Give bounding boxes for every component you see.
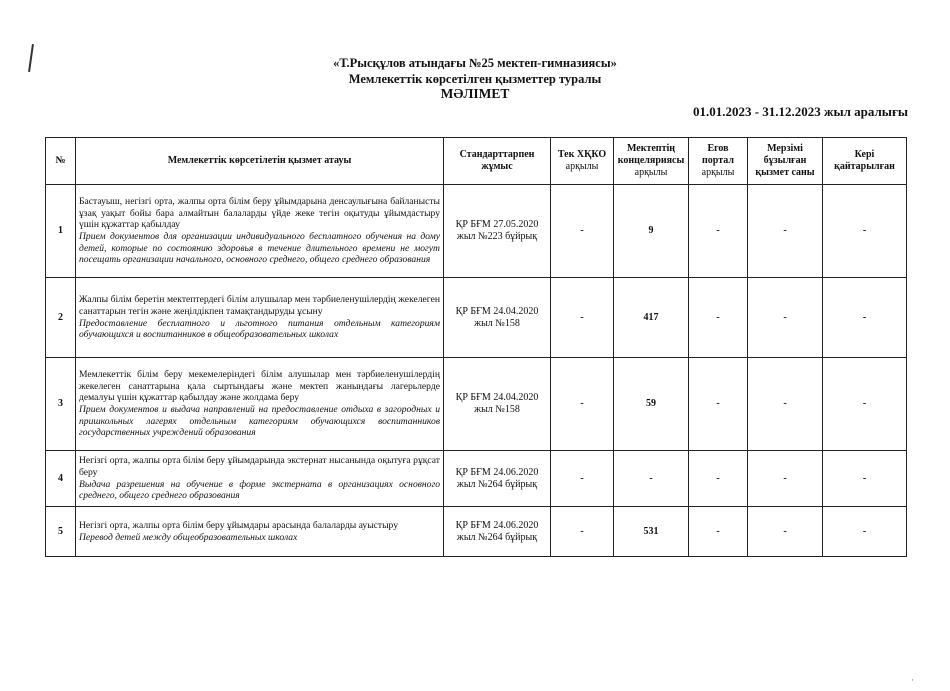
col-office-header: Мектептің концеляриясы арқылы xyxy=(614,138,689,185)
service-name-ru: Предоставление бесплатного и льготного питания отдельным категориям обучающихся и воспитанников в общеобразовательных школах xyxy=(79,317,440,341)
expired-count: - xyxy=(748,185,823,278)
expired-count: - xyxy=(748,358,823,451)
row-num: 4 xyxy=(46,451,76,507)
tek-count: - xyxy=(551,358,614,451)
col-expired-header: Мерзімі бұзылған қызмет саны xyxy=(748,138,823,185)
expired-count: - xyxy=(748,451,823,507)
table-row xyxy=(46,451,907,507)
egov-count: - xyxy=(689,278,748,358)
col-num-header: № xyxy=(46,138,76,185)
service-standard: ҚР БҒМ 24.04.2020 жыл №158 xyxy=(444,278,551,358)
returned-count: - xyxy=(823,358,907,451)
returned-count: - xyxy=(823,185,907,278)
row-num: 3 xyxy=(46,358,76,451)
tek-count: - xyxy=(551,451,614,507)
service-name-ru: Прием документов и выдача направлений на предоставление отдыха в загородных и пришкольных лагерях отдельным категориям обучающихся воспитанников государственных учреждений образования xyxy=(79,404,440,439)
service-name-kz: Негізгі орта, жалпы орта білім беру ұйымдарында экстернат нысанында оқытуға рұқсат беру xyxy=(79,455,440,478)
office-count: 531 xyxy=(614,507,689,557)
table-row xyxy=(46,278,907,358)
returned-count: - xyxy=(823,507,907,557)
expired-count: - xyxy=(748,507,823,557)
report-heading: МӘЛІМЕТ xyxy=(440,86,510,101)
tek-count: - xyxy=(551,185,614,278)
service-name xyxy=(76,358,444,451)
egov-count: - xyxy=(689,451,748,507)
services-table xyxy=(45,137,907,557)
service-name-kz: Жалпы білім беретін мектептердегі білім алушылар мен тәрбиеленушілердің жекелеген санаттарын тегін және жеңілдікпен тамақтандыруды ұсыну xyxy=(79,294,440,317)
scan-mark: · xyxy=(911,675,914,685)
row-num: 5 xyxy=(46,507,76,557)
returned-count: - xyxy=(823,278,907,358)
service-name-kz: Негізгі орта, жалпы орта білім беру ұйымдары арасында балаларды ауыстыру xyxy=(79,519,399,531)
table-row xyxy=(46,185,907,278)
table-row xyxy=(46,507,907,557)
table-header-row xyxy=(46,138,907,185)
row-num: 1 xyxy=(46,185,76,278)
col-standard-header: Стандарттарпен жұмыс xyxy=(444,138,551,185)
service-standard: ҚР БҒМ 24.04.2020 жыл №158 xyxy=(444,358,551,451)
service-standard: ҚР БҒМ 24.06.2020 жыл №264 бұйрық xyxy=(444,451,551,507)
tek-count: - xyxy=(551,278,614,358)
service-standard: ҚР БҒМ 27.05.2020 жыл №223 бұйрық xyxy=(444,185,551,278)
service-name-ru: Перевод детей между общеобразовательных школах xyxy=(79,531,298,543)
egov-count: - xyxy=(689,507,748,557)
row-num: 2 xyxy=(46,278,76,358)
expired-count: - xyxy=(748,278,823,358)
service-name-ru: Прием документов для организации индивидуального бесплатного обучения на дому детей, которые по состоянию здоровья в течение длительного времени не могут посещать организации начального, основного среднего, общего среднего образования xyxy=(79,231,440,266)
service-name xyxy=(76,507,444,557)
tek-count: - xyxy=(551,507,614,557)
office-count: - xyxy=(614,451,689,507)
school-title: «Т.Рысқұлов атындағы №25 мектеп-гимназиясы» xyxy=(333,56,617,70)
col-egov-header: Егов портал арқылы xyxy=(689,138,748,185)
office-count: 9 xyxy=(614,185,689,278)
egov-count: - xyxy=(689,185,748,278)
service-name-kz: Бастауыш, негізгі орта, жалпы орта білім беру ұйымдарына денсаулығына байланысты ұзақ уақыт бойы бара алмайтын балаларды үйде жеке тегін оқытуды ұйымдастыру үшін құжаттар қабылдау xyxy=(79,196,440,231)
service-name xyxy=(76,278,444,358)
col-name-header: Мемлекеттік көрсетілетін қызмет атауы xyxy=(76,138,444,185)
returned-count: - xyxy=(823,451,907,507)
office-count: 59 xyxy=(614,358,689,451)
service-name-kz: Мемлекеттік білім беру мекемелеріндегі білім алушылар мен тәрбиеленушілердің жекелеген санаттарына қала сыртындағы және мектеп жанындағы лагерьлерде демалуы үшін құжаттар қабылдау және жолдама беру xyxy=(79,369,440,404)
office-count: 417 xyxy=(614,278,689,358)
service-standard: ҚР БҒМ 24.06.2020 жыл №264 бұйрық xyxy=(444,507,551,557)
table-row xyxy=(46,358,907,451)
col-returned-header: Кері қайтарылған xyxy=(823,138,907,185)
service-name-ru: Выдача разрешения на обучение в форме экстерната в организациях основного среднего, общего среднего образования xyxy=(79,478,440,502)
egov-count: - xyxy=(689,358,748,451)
report-period: 01.01.2023 - 31.12.2023 жыл аралығы xyxy=(692,104,908,119)
service-name xyxy=(76,451,444,507)
col-tek-header: Тек ХҚКО арқылы xyxy=(551,138,614,185)
report-subtitle: Мемлекеттік көрсетілген қызметтер туралы xyxy=(348,72,602,86)
service-name xyxy=(76,185,444,278)
